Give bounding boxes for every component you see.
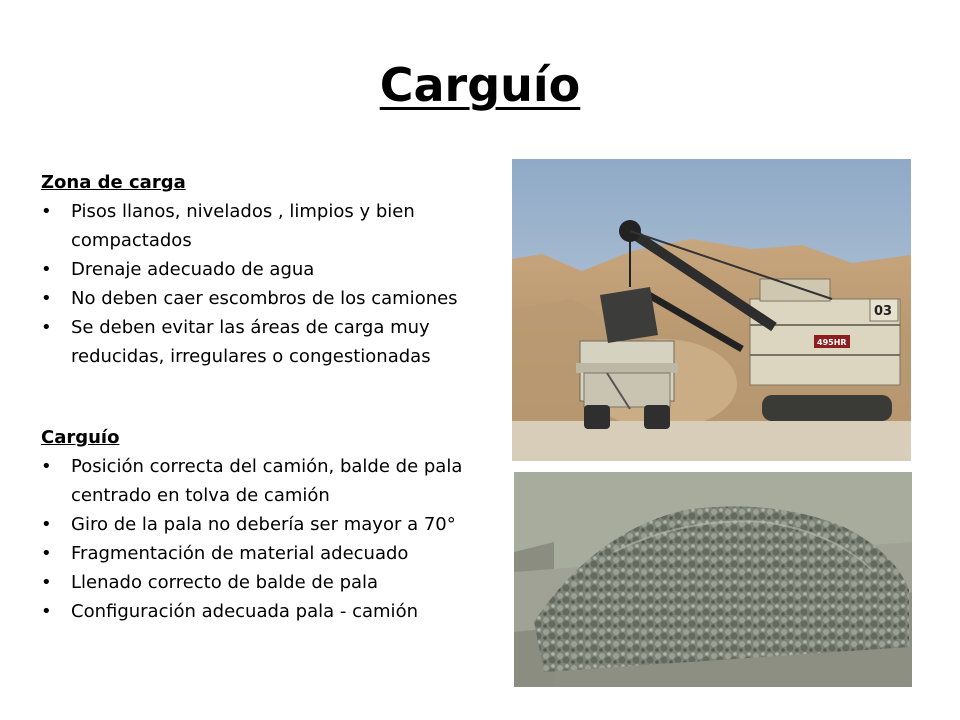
shovel-illustration [512, 159, 911, 461]
bullet-item: • Giro de la pala no debería ser mayor a 70° [41, 510, 501, 539]
bullet-item: • Llenado correcto de balde de pala [41, 568, 501, 597]
bullet-item: • Drenaje adecuado de agua [41, 255, 501, 284]
slide-title: Carguío [379, 58, 581, 112]
truck-bed-illustration [514, 472, 912, 687]
bullet-item: • Pisos llanos, nivelados , limpios y bien compactados [41, 197, 501, 255]
bullet-item: • Se deben evitar las áreas de carga muy reducidas, irregulares o congestionadas [41, 313, 501, 371]
photo-shovel-loading-truck [512, 159, 911, 461]
bullet-list-carguio [41, 452, 501, 626]
shovel-unit-number: 03 [874, 304, 893, 319]
bullet-item: • Configuración adecuada pala - camión [41, 597, 501, 626]
shovel-model-plate: 495HR [817, 338, 847, 347]
bullet-list-zona-de-carga [41, 197, 501, 371]
section-heading-zona-de-carga: Zona de carga [41, 172, 186, 193]
bullet-item: • No deben caer escombros de los camiones [41, 284, 501, 313]
section-zona-de-carga [41, 168, 501, 371]
section-heading-carguio: Carguío [41, 427, 120, 448]
section-carguio [41, 423, 501, 626]
bullet-item: • Posición correcta del camión, balde de pala centrado en tolva de camión [41, 452, 501, 510]
photo-loaded-truck-bed [514, 472, 912, 687]
bullet-item: • Fragmentación de material adecuado [41, 539, 501, 568]
